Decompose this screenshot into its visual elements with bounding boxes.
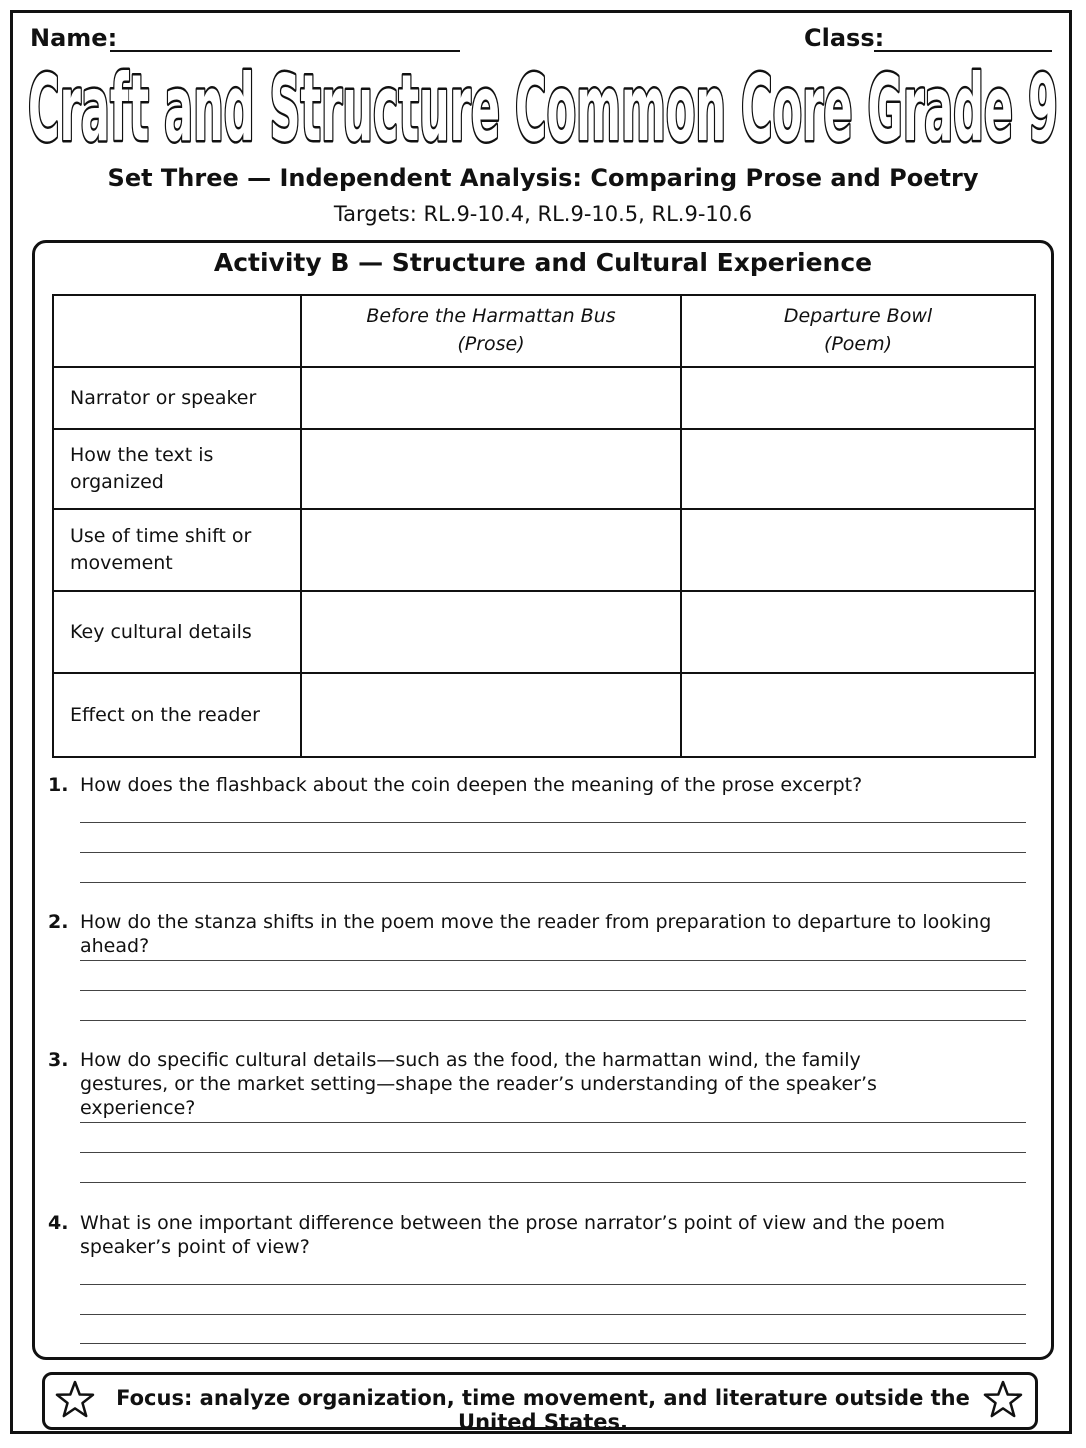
answer-cell-prose[interactable] [301,429,681,509]
table-row [53,429,1035,509]
focus-text: Focus: analyze organization, time movement, and literature outside the United States. [116,1386,970,1434]
class-field[interactable] [874,50,1052,52]
worksheet-title [0,58,1086,162]
answer-cell-poem[interactable] [681,673,1035,757]
question-text: What is one important difference between the prose narrator’s point of view and the poem speaker’s point of view? [80,1212,946,1258]
standards-targets: Targets: RL.9-10.4, RL.9-10.5, RL.9-10.6 [333,202,753,226]
answer-line[interactable] [80,1152,1026,1153]
table-header-row [53,295,1035,367]
class-label: Class: [804,24,885,52]
table-row [53,367,1035,429]
answer-line[interactable] [80,1122,1026,1123]
answer-line[interactable] [80,882,1026,883]
subtitle: Set Three — Independent Analysis: Comparing Prose and Poetry [107,164,979,192]
question-text: How do specific cultural details—such as the food, the harmattan wind, the family gestures, or the market setting—shape the reader’s understanding of the speaker’s experience? [80,1049,877,1119]
name-field[interactable] [110,50,460,52]
answer-line[interactable] [80,1314,1026,1315]
col-header-prose-title: Before the Harmattan Bus [366,305,616,328]
answer-line[interactable] [80,1182,1026,1183]
star-icon [55,1380,95,1420]
star-icon [983,1380,1023,1420]
answer-line[interactable] [80,1020,1026,1021]
table-row [53,591,1035,673]
answer-line[interactable] [80,822,1026,823]
answer-cell-poem[interactable] [681,367,1035,429]
question-number: 2. [48,911,69,933]
answer-cell-prose[interactable] [301,673,681,757]
answer-cell-poem[interactable] [681,591,1035,673]
row-label: Key cultural details [53,591,301,673]
answer-line[interactable] [80,852,1026,853]
table-row [53,673,1035,757]
row-label: How the text is organized [53,429,301,509]
answer-line[interactable] [80,1284,1026,1285]
question-text: How do the stanza shifts in the poem move the reader from preparation to departure to looking ahead? [80,911,992,957]
answer-line[interactable] [80,1343,1026,1344]
col-header-poem [681,295,1035,367]
comparison-table [52,294,1036,758]
title-text: Craft and Structure Common Core Grade 9 [28,58,1058,162]
col-header-prose-type: (Prose) [457,333,525,355]
col-header-prose [301,295,681,367]
table-corner-cell [53,295,301,367]
col-header-poem-type: (Poem) [823,333,893,355]
answer-cell-prose[interactable] [301,509,681,591]
table-row [53,509,1035,591]
answer-line[interactable] [80,990,1026,991]
answer-cell-poem[interactable] [681,429,1035,509]
name-label: Name: [30,24,118,52]
row-label: Narrator or speaker [53,367,301,429]
answer-cell-prose[interactable] [301,591,681,673]
col-header-poem-title: Departure Bowl [783,305,933,328]
question-number: 4. [48,1212,69,1234]
row-label: Effect on the reader [53,673,301,757]
question-number: 1. [48,774,69,796]
question-text: How does the flashback about the coin deepen the meaning of the prose excerpt? [80,774,863,796]
row-label: Use of time shift or movement [53,509,301,591]
question-number: 3. [48,1049,69,1071]
answer-cell-poem[interactable] [681,509,1035,591]
answer-line[interactable] [80,960,1026,961]
activity-title: Activity B — Structure and Cultural Experience [213,248,873,277]
answer-cell-prose[interactable] [301,367,681,429]
